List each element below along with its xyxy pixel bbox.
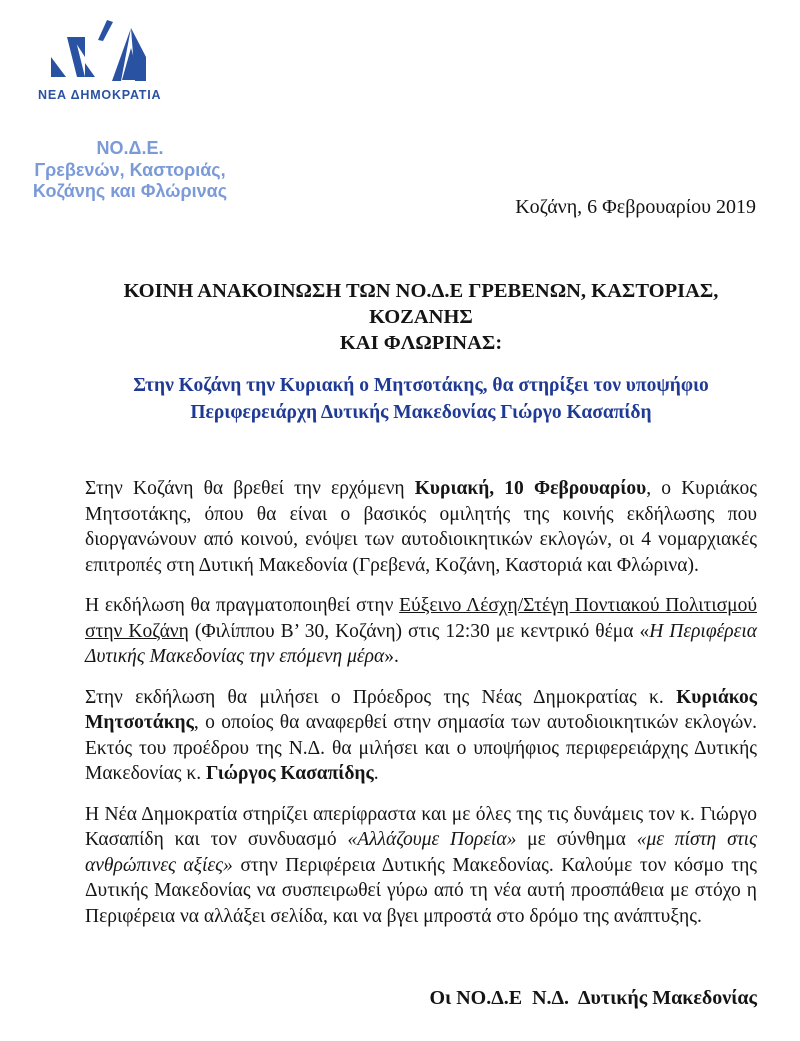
dateline: Κοζάνη, 6 Φεβρουαρίου 2019 bbox=[515, 196, 756, 218]
announcement-title-line-2: ΚΑΙ ΦΛΩΡΙΝΑΣ: bbox=[339, 332, 503, 354]
paragraph-4: Η Νέα Δημοκρατία στηρίζει απερίφραστα και με όλες της τις δυνάμεις τον κ. Γιώργο Κασαπίδη και τον συνδυασμό «Αλλάζουμε Πορεία» με σύνθημα «με πίστη στις ανθρώπινες αξίες» στην Περιφέρεια Δυτικής Μακεδονίας. Καλούμε τον κόσμο της Δυτικής Μακεδονίας να συσπειρωθεί γύρω από τη νέα αυτή προσπάθεια με στόχο η Περιφέρεια να αλλάξει σελίδα, και να βγει μπροστά στο δρόμο της ανάπτυξης. bbox=[85, 803, 757, 927]
document-body bbox=[85, 278, 757, 1010]
announcement-subtitle bbox=[85, 373, 757, 426]
signature: Οι ΝΟ.Δ.Ε Ν.Δ. Δυτικής Μακεδονίας bbox=[429, 987, 757, 1009]
body-text bbox=[85, 476, 757, 929]
nea-dimokratia-logo-icon bbox=[40, 18, 148, 82]
logo-wordmark: ΝΕΑ ΔΗΜΟΚΡΑΤΙΑ bbox=[38, 88, 162, 102]
node-title: ΝΟ.Δ.Ε. bbox=[96, 138, 164, 158]
node-prefectures-line-1: Γρεβενών, Καστοριάς, bbox=[34, 159, 226, 180]
node-committees-block bbox=[18, 138, 242, 203]
node-prefectures-line-2: Κοζάνης και Φλώρινας bbox=[32, 181, 228, 201]
paragraph-1: Στην Κοζάνη θα βρεθεί την ερχόμενη Κυριακή, 10 Φεβρουαρίου, ο Κυριάκος Μητσοτάκης, όπου θα είναι ο βασικός ομιλητής της κοινής εκδήλωσης που διοργανώνουν από κοινού, ενόψει των αυτοδιοικητικών εκλογών, οι 4 νομαρχιακές επιτροπές στη Δυτική Μακεδονία (Γρεβενά, Κοζάνη, Καστοριά και Φλώρινα). bbox=[85, 478, 757, 576]
announcement-title bbox=[85, 278, 757, 356]
announcement-subtitle-line-2: Περιφερειάρχη Δυτικής Μακεδονίας Γιώργο Κασαπίδη bbox=[190, 401, 652, 423]
paragraph-2: Η εκδήλωση θα πραγματοποιηθεί στην Εύξεινο Λέσχη/Στέγη Ποντιακού Πολιτισμού στην Κοζάνη (Φιλίππου Β’ 30, Κοζάνη) στις 12:30 με κεντρικό θέμα «Η Περιφέρεια Δυτικής Μακεδονίας την επόμενη μέρα». bbox=[85, 595, 758, 667]
paragraph-3: Στην εκδήλωση θα μιλήσει ο Πρόεδρος της Νέας Δημοκρατίας κ. Κυριάκος Μητσοτάκης, ο οποίος θα αναφερθεί στην σημασία των αυτοδιοικητικών εκλογών. Εκτός του προέδρου της Ν.Δ. θα μιλήσει και ο υποψήφιος περιφερειάρχης Δυτικής Μακεδονίας κ. Γιώργος Κασαπίδης. bbox=[85, 686, 757, 784]
announcement-subtitle-line-1: Στην Κοζάνη την Κυριακή ο Μητσοτάκης, θα στηρίξει τον υποψήφιο bbox=[133, 375, 709, 396]
announcement-title-line-1: ΚΟΙΝΗ ΑΝΑΚΟΙΝΩΣΗ ΤΩΝ ΝΟ.Δ.Ε ΓΡΕΒΕΝΩΝ, ΚΑΣΤΟΡΙΑΣ, ΚΟΖΑΝΗΣ bbox=[123, 280, 719, 328]
